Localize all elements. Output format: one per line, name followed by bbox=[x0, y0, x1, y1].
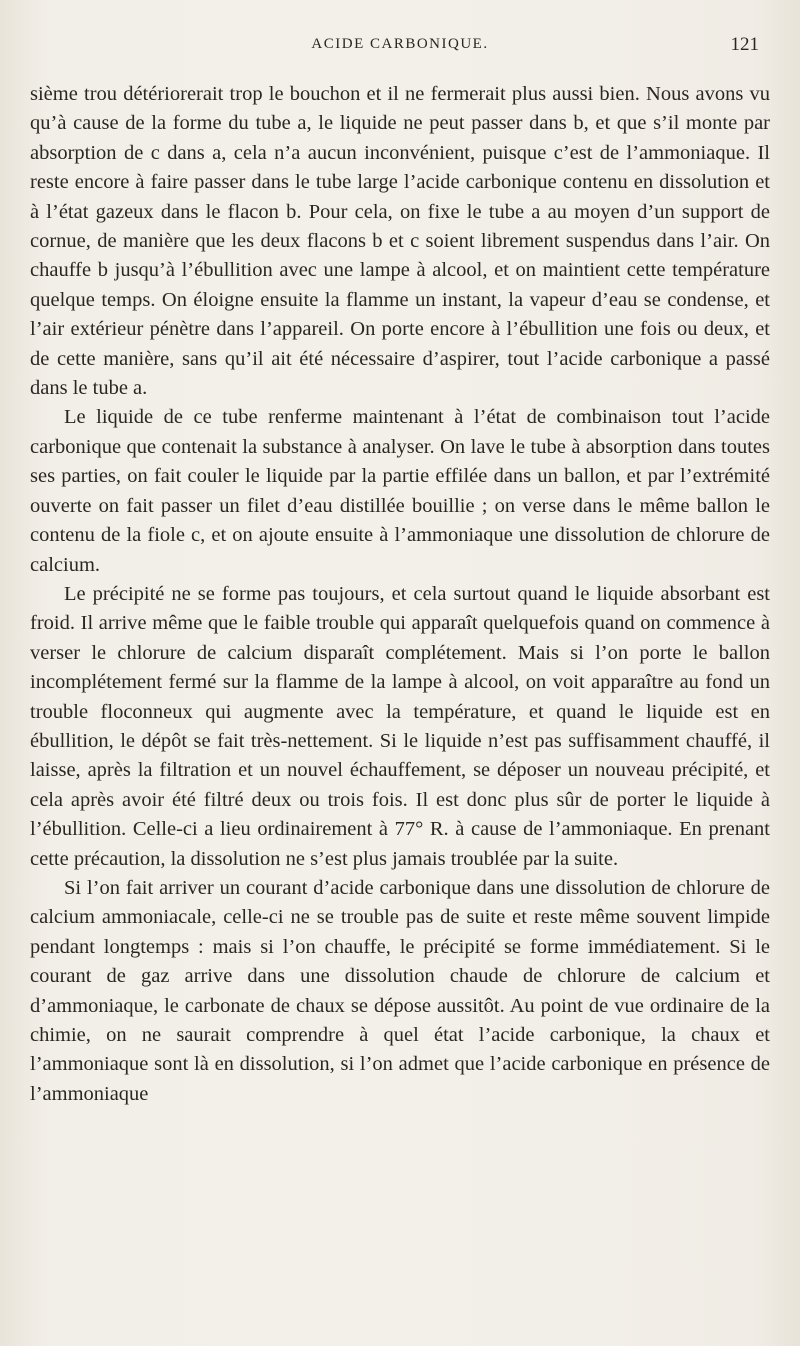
paragraph: Si l’on fait arriver un courant d’acide carbonique dans une dissolution de chlorure de calcium ammoniacale, celle-ci ne se trouble pas de suite et reste même souvent limpide pendant longtemps : mais si l’on chauffe, le précipité se forme immédiatement. Si le courant de gaz arrive dans une dissolution chaude de chlorure de calcium et d’ammoniaque, le carbonate de chaux se dépose aussitôt. Au point de vue ordinaire de la chimie, on ne saurait comprendre à quel état l’acide carbonique, la chaux et l’ammoniaque sont là en dissolution, si l’on admet que l’acide carbonique en présence de l’ammoniaque bbox=[30, 876, 770, 1105]
page-header bbox=[0, 34, 800, 58]
paragraph: Le liquide de ce tube renferme maintenant à l’état de combinaison tout l’acide carbonique que contenait la substance à analyser. On lave le tube à absorption dans toutes ses parties, on fait couler le liquide par la partie effilée dans un ballon, et par l’extrémité ouverte on fait passer un filet d’eau distillée bouillie ; on verse dans le même ballon le contenu de la fiole c, et on ajoute ensuite à l’ammoniaque une dissolution de chlorure de calcium. bbox=[30, 406, 770, 576]
running-head: ACIDE CARBONIQUE. bbox=[311, 36, 489, 52]
paragraph: Le précipité ne se forme pas toujours, et cela surtout quand le liquide absorbant est froid. Il arrive même que le faible trouble qui apparaît quelquefois quand on commence à verser le chlorure de calcium disparaît complétement. Mais si l’on porte le ballon incomplétement fermé sur la flamme de la lampe à alcool, on voit apparaître au fond un trouble floconneux qui augmente avec la température, et quand le liquide est en ébullition, le dépôt se fait très-nettement. Si le liquide n’est pas suffisamment chauffé, il laisse, après la filtration et un nouvel échauffement, se déposer un nouveau précipité, et cela après avoir été filtré deux ou trois fois. Il est donc plus sûr de porter le liquide à l’ébullition. Celle-ci a lieu ordinairement à 77° R. à cause de l’ammoniaque. En prenant cette précaution, la dissolution ne s’est plus jamais troublée par la suite. bbox=[30, 582, 770, 870]
body-text bbox=[30, 80, 770, 1109]
page-number: 121 bbox=[730, 34, 759, 55]
paragraph-continued: sième trou détériorerait trop le bouchon et il ne fermerait plus aussi bien. Nous avons vu qu’à cause de la forme du tube a, le liquide ne peut passer dans b, et que s’il monte par absorption de c dans a, cela n’a aucun inconvénient, puisque c’est de l’ammoniaque. Il reste encore à faire passer dans le tube large l’acide carbonique contenu en dissolution et à l’état gazeux dans le flacon b. Pour cela, on fixe le tube a au moyen d’un support de cornue, de manière que les deux flacons b et c soient librement suspendus dans l’air. On chauffe b jusqu’à l’ébullition avec une lampe à alcool, et on maintient cette température quelque temps. On éloigne ensuite la flamme un instant, la vapeur d’eau se condense, et l’air extérieur pénètre dans l’appareil. On porte encore à l’ébullition une fois ou deux, et de cette manière, sans qu’il ait été nécessaire d’aspirer, tout l’acide carbonique a passé dans le tube a. bbox=[30, 83, 770, 400]
